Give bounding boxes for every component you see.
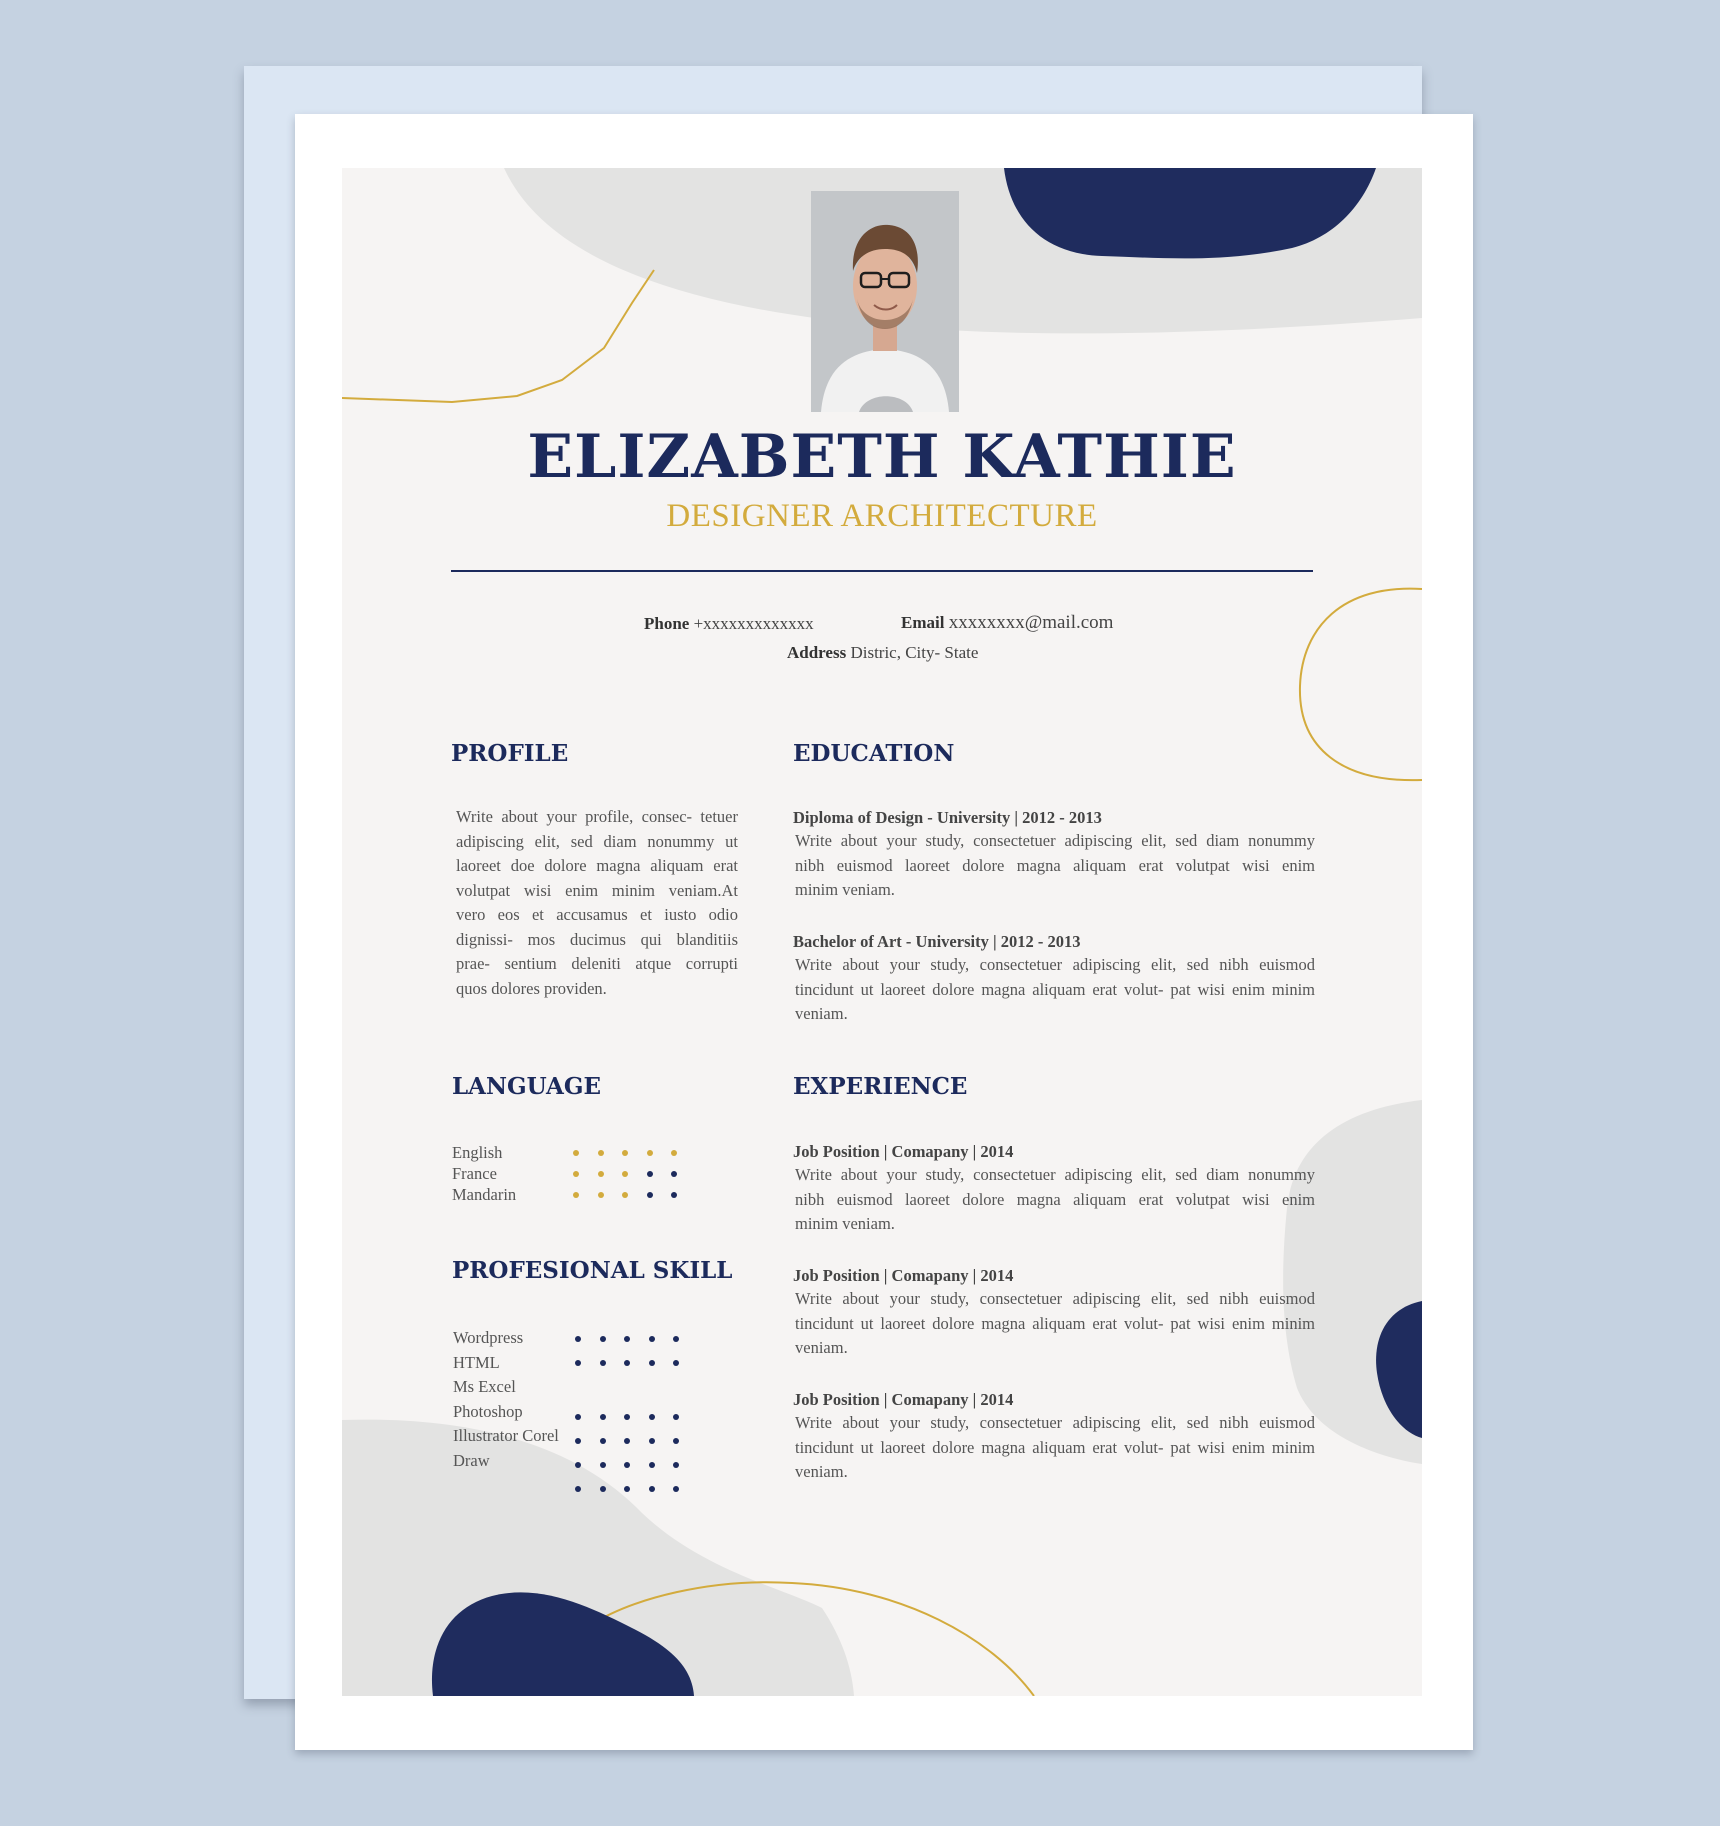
text-line: dignissi- mos ducimus qui blanditiis: [456, 929, 738, 949]
rating-dot: [600, 1438, 606, 1444]
language-rating: [573, 1171, 696, 1177]
rating-dot: [573, 1171, 579, 1177]
text-line: veniam.: [795, 1338, 848, 1357]
text-line: Write about your study, consectetuer adipiscing elit, sed diam nonummy: [795, 831, 1315, 850]
candidate-name: ELIZABETH KATHIE: [527, 422, 1237, 492]
contact-phone: [644, 614, 814, 634]
skill-rating: [575, 1462, 698, 1468]
rating-dot: [649, 1486, 655, 1492]
experience-entry-text: [795, 1163, 1315, 1237]
rating-dot: [673, 1486, 679, 1492]
text-line: minim veniam.: [795, 1214, 895, 1233]
rating-dot: [649, 1462, 655, 1468]
experience-entry-text: [795, 1287, 1315, 1361]
text-line: vero eos et accusamus et iusto odio: [456, 905, 738, 924]
rating-dot: [575, 1336, 581, 1342]
rating-dot: [649, 1360, 655, 1366]
rating-dot: [624, 1336, 630, 1342]
rating-dot: [575, 1486, 581, 1492]
skill-rating: [575, 1360, 698, 1366]
text-line: minim veniam.: [795, 880, 895, 899]
rating-dot: [624, 1486, 630, 1492]
rating-dot: [622, 1171, 628, 1177]
rating-dot: [575, 1462, 581, 1468]
rating-dot: [649, 1438, 655, 1444]
education-entry-title: Diploma of Design - University | 2012 - 2013: [793, 808, 1102, 827]
rating-dot: [671, 1192, 677, 1198]
rating-dot: [600, 1360, 606, 1366]
text-line: nibh euismod laoreet dolore magna aliquam erat volutpat wisi enim: [795, 1189, 1315, 1209]
rating-dot: [600, 1336, 606, 1342]
rating-dot: [573, 1150, 579, 1156]
rating-dot: [673, 1414, 679, 1420]
rating-dot: [598, 1150, 604, 1156]
email-label: Email: [901, 613, 945, 632]
education-entry-text: [795, 829, 1315, 903]
text-line: veniam.: [795, 1004, 848, 1023]
rating-dot: [624, 1414, 630, 1420]
rating-dot: [624, 1462, 630, 1468]
experience-entry-title: Job Position | Comapany | 2014: [793, 1266, 1014, 1285]
language-label: France: [452, 1164, 497, 1183]
text-line: Write about your profile, consec- tetuer: [456, 807, 738, 826]
text-line: Write about your study, consectetuer adipiscing elit, sed nibh euismod: [795, 1289, 1315, 1308]
skill-label: HTML: [453, 1352, 500, 1372]
rating-dot: [673, 1438, 679, 1444]
profile-text: [456, 805, 738, 1001]
address-label: Address: [787, 643, 847, 662]
profile-photo: [811, 191, 959, 412]
skills-heading: PROFESIONAL SKILL: [452, 1257, 733, 1284]
rating-dot: [647, 1150, 653, 1156]
skill-rating: [575, 1336, 698, 1342]
text-line: tincidunt ut laoreet dolore magna aliquam erat volut- pat wisi enim minim: [795, 1313, 1315, 1333]
rating-dot: [600, 1414, 606, 1420]
text-line: laoreet doe dolore magna aliquam erat: [456, 856, 738, 875]
rating-dot: [575, 1360, 581, 1366]
skill-rating: [575, 1414, 698, 1420]
contact-address: [787, 643, 978, 663]
text-line: nibh euismod laoreet dolore magna aliquam erat volutpat wisi enim: [795, 855, 1315, 875]
text-line: Write about your study, consectetuer adipiscing elit, sed nibh euismod: [795, 955, 1315, 974]
text-line: tincidunt ut laoreet dolore magna aliquam erat volut- pat wisi enim minim: [795, 1437, 1315, 1457]
skill-rating: [575, 1486, 698, 1492]
rating-dot: [671, 1150, 677, 1156]
rating-dot: [624, 1438, 630, 1444]
rating-dot: [624, 1360, 630, 1366]
text-line: tincidunt ut laoreet dolore magna aliquam erat volut- pat wisi enim minim: [795, 979, 1315, 999]
skill-rating: [575, 1438, 698, 1444]
phone-label: Phone: [644, 614, 690, 633]
text-line: Write about your study, consectetuer adipiscing elit, sed nibh euismod: [795, 1413, 1315, 1432]
rating-dot: [573, 1192, 579, 1198]
skill-label: Ms Excel: [453, 1377, 516, 1396]
rating-dot: [575, 1438, 581, 1444]
skill-label: Photoshop: [453, 1401, 523, 1421]
skill-label: Draw: [453, 1450, 490, 1470]
text-line: volutpat wisi enim minim veniam.At: [456, 880, 738, 900]
header-divider: [451, 570, 1313, 572]
rating-dot: [600, 1486, 606, 1492]
text-line: quos dolores providen.: [456, 978, 607, 998]
education-entry-text: [795, 953, 1315, 1027]
rating-dot: [649, 1414, 655, 1420]
experience-heading: EXPERIENCE: [793, 1073, 968, 1100]
experience-entry-title: Job Position | Comapany | 2014: [793, 1390, 1014, 1409]
education-entry-title: Bachelor of Art - University | 2012 - 2013: [793, 932, 1081, 951]
rating-dot: [673, 1360, 679, 1366]
candidate-role: DESIGNER ARCHITECTURE: [666, 498, 1098, 534]
skill-label: Illustrator Corel: [453, 1426, 559, 1445]
rating-dot: [671, 1171, 677, 1177]
rating-dot: [647, 1171, 653, 1177]
education-heading: EDUCATION: [793, 740, 955, 767]
text-line: veniam.: [795, 1462, 848, 1481]
email-value: xxxxxxxx@mail.com: [948, 612, 1114, 633]
rating-dot: [622, 1192, 628, 1198]
rating-dot: [598, 1171, 604, 1177]
language-rating: [573, 1192, 696, 1198]
text-line: adipiscing elit, sed diam nonummy ut: [456, 831, 738, 851]
rating-dot: [575, 1414, 581, 1420]
contact-email: [901, 612, 1113, 634]
text-line: Write about your study, consectetuer adipiscing elit, sed diam nonummy: [795, 1165, 1315, 1184]
rating-dot: [647, 1192, 653, 1198]
rating-dot: [622, 1150, 628, 1156]
profile-heading: PROFILE: [451, 740, 569, 767]
phone-value: +xxxxxxxxxxxxx: [693, 614, 814, 633]
experience-entry-title: Job Position | Comapany | 2014: [793, 1142, 1014, 1161]
skill-label: Wordpress: [453, 1328, 524, 1347]
language-rating: [573, 1150, 696, 1156]
rating-dot: [673, 1462, 679, 1468]
rating-dot: [600, 1462, 606, 1468]
resume-page: [342, 168, 1422, 1696]
rating-dot: [673, 1336, 679, 1342]
rating-dot: [649, 1336, 655, 1342]
address-value: Distric, City- State: [850, 643, 979, 662]
rating-dot: [598, 1192, 604, 1198]
language-heading: LANGUAGE: [452, 1073, 602, 1100]
text-line: prae- sentium deleniti atque corrupti: [456, 954, 738, 973]
language-label: Mandarin: [452, 1185, 517, 1204]
language-label: English: [452, 1143, 503, 1162]
experience-entry-text: [795, 1411, 1315, 1485]
